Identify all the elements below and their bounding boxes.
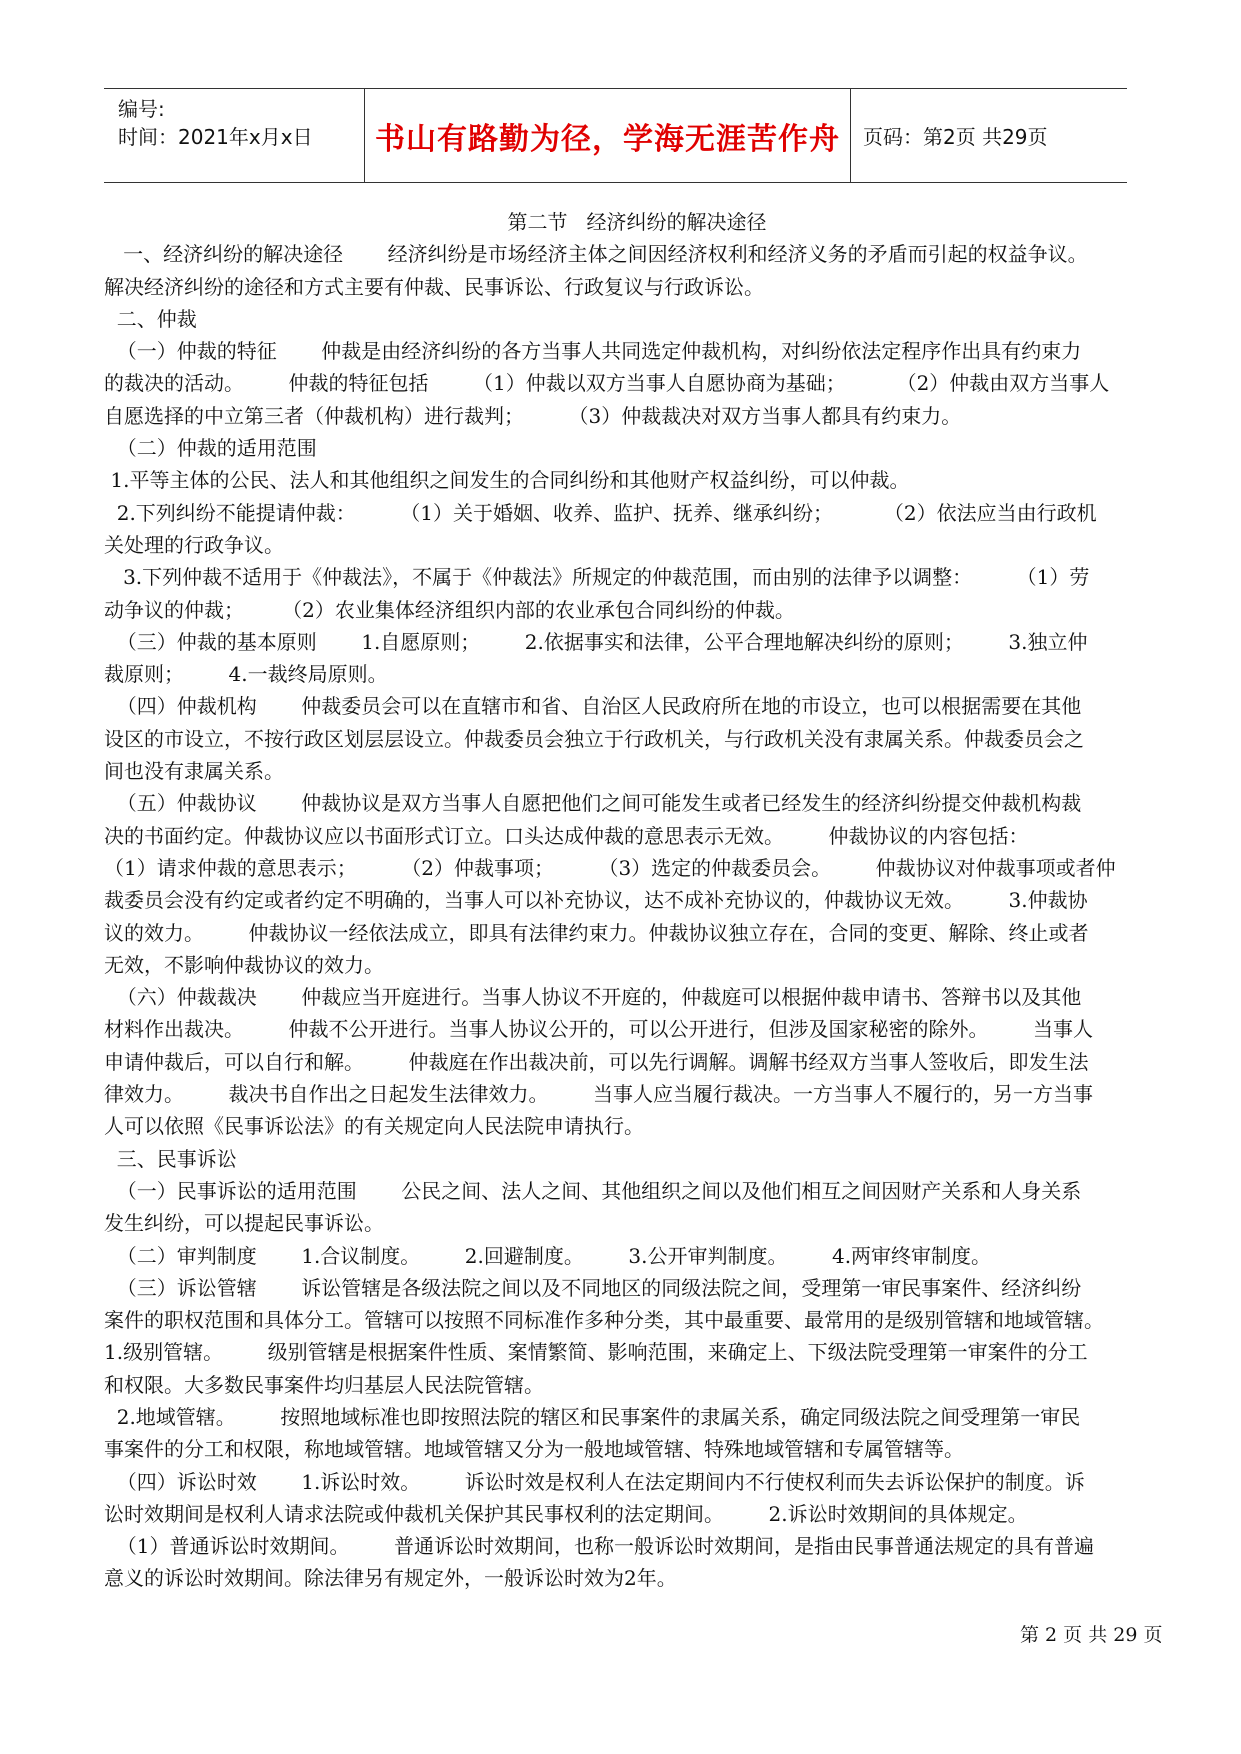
body-line: （六）仲裁裁决 仲裁应当开庭进行。当事人协议不开庭的，仲裁庭可以根据仲裁申请书、答辩书以及其他 bbox=[104, 985, 1082, 1010]
body-line: 意义的诉讼时效期间。除法律另有规定外，一般诉讼时效为2年。 bbox=[104, 1566, 677, 1591]
body-line: 申请仲裁后，可以自行和解。 仲裁庭在作出裁决前，可以先行调解。调解书经双方当事人签收后，即发生法 bbox=[104, 1049, 1089, 1074]
body-line: 裁委员会没有约定或者约定不明确的，当事人可以补充协议，达不成补充协议的，仲裁协议无效。 3.仲裁协 bbox=[104, 888, 1088, 913]
date-line: 时间：2021年x月x日 bbox=[118, 125, 313, 149]
page-info: 页码：第2页 共29页 bbox=[863, 125, 1048, 149]
body-line: 动争议的仲裁； （2）农业集体经济组织内部的农业承包合同纠纷的仲裁。 bbox=[104, 597, 795, 622]
body-line: （四）诉讼时效 1.诉讼时效。 诉讼时效是权利人在法定期间内不行使权利而失去诉讼保护的制度。诉 bbox=[104, 1469, 1085, 1494]
body-line: 人可以依照《民事诉讼法》的有关规定向人民法院申请执行。 bbox=[104, 1114, 644, 1139]
body-line: （三）诉讼管辖 诉讼管辖是各级法院之间以及不同地区的同级法院之间，受理第一审民事案件、经济纠纷 bbox=[104, 1275, 1082, 1300]
body-line: 二、仲裁 bbox=[104, 306, 197, 331]
body-line: 决的书面约定。仲裁协议应以书面形式订立。口头达成仲裁的意思表示无效。 仲裁协议的内容包括： bbox=[104, 823, 1029, 848]
section-title: 第二节 经济纠纷的解决途径 bbox=[507, 210, 767, 234]
page-footer: 第 2 页 共 29 页 bbox=[1020, 1624, 1163, 1646]
body-line: （五）仲裁协议 仲裁协议是双方当事人自愿把他们之间可能发生或者已经发生的经济纠纷提交仲裁机构裁 bbox=[104, 791, 1082, 816]
body-line: （二）仲裁的适用范围 bbox=[104, 436, 317, 461]
body-line: 间也没有隶属关系。 bbox=[104, 759, 284, 784]
serial-label: 编号: bbox=[118, 97, 165, 121]
body-line: 议的效力。 仲裁协议一经依法成立，即具有法律约束力。仲裁协议独立存在，合同的变更、解除、终止或者 bbox=[104, 920, 1089, 945]
body-text bbox=[104, 238, 1170, 1594]
body-line: 1.平等主体的公民、法人和其他组织之间发生的合同纠纷和其他财产权益纠纷，可以仲裁。 bbox=[104, 468, 910, 493]
body-line: 1.级别管辖。 级别管辖是根据案件性质、案情繁简、影响范围，来确定上、下级法院受理第一审案件的分工 bbox=[104, 1340, 1088, 1365]
body-line: （四）仲裁机构 仲裁委员会可以在直辖市和省、自治区人民政府所在地的市设立，也可以根据需要在其他 bbox=[104, 694, 1082, 719]
body-line: 一、经济纠纷的解决途径 经济纠纷是市场经济主体之间因经济权利和经济义务的矛盾而引起的权益争议。 bbox=[104, 242, 1088, 267]
body-line: （一）民事诉讼的适用范围 公民之间、法人之间、其他组织之间以及他们相互之间因财产关系和人身关系 bbox=[104, 1178, 1082, 1203]
body-line: 事案件的分工和权限，称地域管辖。地域管辖又分为一般地域管辖、特殊地域管辖和专属管辖等。 bbox=[104, 1437, 964, 1462]
motto: 书山有路勤为径，学海无涯苦作舟 bbox=[365, 89, 851, 182]
body-line: 裁原则； 4.一裁终局原则。 bbox=[104, 662, 388, 687]
body-line: （1）请求仲裁的意思表示； （2）仲裁事项； （3）选定的仲裁委员会。 仲裁协议对仲裁事项或者仲 bbox=[104, 855, 1116, 880]
body-line: 律效力。 裁决书自作出之日起发生法律效力。 当事人应当履行裁决。一方当事人不履行的，另一方当事 bbox=[104, 1082, 1094, 1107]
document-body bbox=[104, 206, 1170, 1595]
body-line: 讼时效期间是权利人请求法院或仲裁机关保护其民事权利的法定期间。 2.诉讼时效期间的具体规定。 bbox=[104, 1501, 1028, 1526]
body-line: （一）仲裁的特征 仲裁是由经济纠纷的各方当事人共同选定仲裁机构，对纠纷依法定程序作出具有约束力 bbox=[104, 339, 1082, 364]
body-line: （二）审判制度 1.合议制度。 2.回避制度。 3.公开审判制度。 4.两审终审制度。 bbox=[104, 1243, 992, 1268]
body-line: （三）仲裁的基本原则 1.自愿原则； 2.依据事实和法律，公平合理地解决纠纷的原则； 3.独立仲 bbox=[104, 629, 1088, 654]
body-line: 解决经济纠纷的途径和方式主要有仲裁、民事诉讼、行政复议与行政诉讼。 bbox=[104, 274, 764, 299]
body-line: 2.下列纠纷不能提请仲裁： （1）关于婚姻、收养、监护、抚养、继承纠纷； （2）依法应当由行政机 bbox=[104, 500, 1097, 525]
body-line: 无效，不影响仲裁协议的效力。 bbox=[104, 952, 384, 977]
body-line: 三、民事诉讼 bbox=[104, 1146, 237, 1171]
page-header bbox=[104, 88, 1127, 183]
body-line: 3.下列仲裁不适用于《仲裁法》，不属于《仲裁法》所规定的仲裁范围，而由别的法律予以调整： （1）劳 bbox=[104, 565, 1090, 590]
body-line: 2.地域管辖。 按照地域标准也即按照法院的辖区和民事案件的隶属关系，确定同级法院之间受理第一审民 bbox=[104, 1404, 1081, 1429]
body-line: 的裁决的活动。 仲裁的特征包括 （1）仲裁以双方当事人自愿协商为基础； （2）仲裁由双方当事人 bbox=[104, 371, 1110, 396]
body-line: 案件的职权范围和具体分工。管辖可以按照不同标准作多种分类，其中最重要、最常用的是级别管辖和地域管辖。 bbox=[104, 1308, 1104, 1333]
body-line: 设区的市设立，不按行政区划层层设立。仲裁委员会独立于行政机关，与行政机关没有隶属关系。仲裁委员会之 bbox=[104, 726, 1084, 751]
body-line: 关处理的行政争议。 bbox=[104, 532, 284, 557]
header-meta bbox=[104, 89, 365, 182]
body-line: 自愿选择的中立第三者（仲裁机构）进行裁判； （3）仲裁裁决对双方当事人都具有约束力。 bbox=[104, 403, 962, 428]
body-line: 材料作出裁决。 仲裁不公开进行。当事人协议公开的，可以公开进行，但涉及国家秘密的除外。 当事人 bbox=[104, 1017, 1094, 1042]
body-line: 发生纠纷，可以提起民事诉讼。 bbox=[104, 1211, 384, 1236]
body-line: （1）普通诉讼时效期间。 普通诉讼时效期间，也称一般诉讼时效期间，是指由民事普通法规定的具有普遍 bbox=[104, 1534, 1094, 1559]
body-line: 和权限。大多数民事案件均归基层人民法院管辖。 bbox=[104, 1372, 544, 1397]
